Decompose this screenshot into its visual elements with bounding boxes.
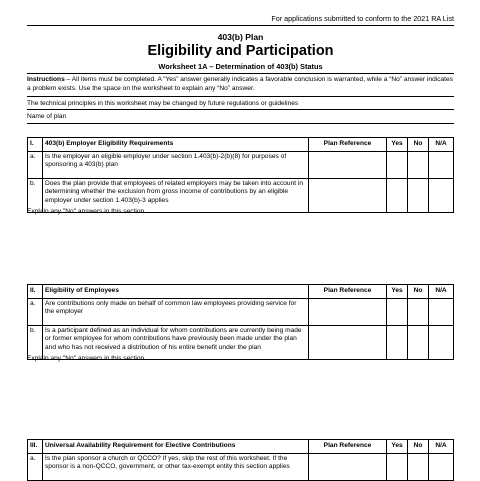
item-letter: a.: [28, 454, 43, 481]
na-checkbox[interactable]: [429, 454, 454, 481]
name-of-plan-rule: [27, 123, 454, 124]
plan-reference-field[interactable]: [309, 326, 387, 360]
page-subtitle: Worksheet 1A – Determination of 403(b) Status: [158, 62, 323, 71]
item-letter: b.: [28, 326, 43, 360]
section-title: Eligibility of Employees: [43, 285, 309, 299]
title-rule: [27, 73, 454, 74]
page-title: Eligibility and Participation: [147, 43, 334, 59]
na-header: N/A: [429, 285, 454, 299]
table-row: [28, 454, 454, 481]
section-number: I.: [28, 138, 43, 152]
item-letter: a.: [28, 299, 43, 326]
instructions-rule: [27, 96, 454, 97]
yes-checkbox[interactable]: [387, 299, 408, 326]
plan-type: 403(b) Plan: [217, 32, 264, 42]
no-header: No: [408, 285, 429, 299]
explain-no-answers[interactable]: Explain any "No" answers in this section: [27, 355, 145, 362]
no-checkbox[interactable]: [408, 152, 429, 179]
header-rule: [27, 25, 454, 26]
instructions-label: Instructions: [27, 76, 65, 83]
plan-reference-header: Plan Reference: [309, 138, 387, 152]
na-checkbox[interactable]: [429, 179, 454, 213]
na-checkbox[interactable]: [429, 299, 454, 326]
plan-reference-field[interactable]: [309, 299, 387, 326]
yes-header: Yes: [387, 138, 408, 152]
no-header: No: [408, 440, 429, 454]
table-row: [28, 299, 454, 326]
top-note: For applications submitted to conform to the 2021 RA List: [271, 14, 454, 23]
na-checkbox[interactable]: [429, 326, 454, 360]
instructions: [27, 75, 454, 93]
no-checkbox[interactable]: [408, 454, 429, 481]
item-question: Is the plan sponsor a church or QCCO? If yes, skip the rest of this worksheet. If the sponsor is a non-QCCO, government, or other tax-exempt entity this section applies: [43, 454, 309, 481]
section-header: [28, 285, 454, 299]
plan-reference-field[interactable]: [309, 179, 387, 213]
name-of-plan-label: Name of plan: [27, 113, 67, 120]
yes-checkbox[interactable]: [387, 454, 408, 481]
na-checkbox[interactable]: [429, 152, 454, 179]
na-header: N/A: [429, 138, 454, 152]
section-header: [28, 440, 454, 454]
yes-checkbox[interactable]: [387, 179, 408, 213]
item-question: Is the employer an eligible employer under section 1.403(b)-2(b)(8) for purposes of sponsoring a 403(b) plan: [43, 152, 309, 179]
section-3-table: [27, 439, 454, 481]
explain-no-answers[interactable]: Explain any "No" answers in this section: [27, 208, 145, 215]
na-header: N/A: [429, 440, 454, 454]
item-question: Is a participant defined as an individual for whom contributions are currently being made or former employee for whom contributions have previously been made under the plan and who has not received a distribution of his entire benefit under the plan: [43, 326, 309, 360]
worksheet-page: [27, 0, 454, 480]
yes-checkbox[interactable]: [387, 326, 408, 360]
section-header: [28, 138, 454, 152]
plan-reference-field[interactable]: [309, 152, 387, 179]
plan-reference-header: Plan Reference: [309, 440, 387, 454]
section-number: II.: [28, 285, 43, 299]
table-row: [28, 152, 454, 179]
no-checkbox[interactable]: [408, 299, 429, 326]
instructions-text: – All items must be completed. A “Yes” answer generally indicates a favorable conclusion is warranted, while a “No” answer indicates a problem exists. Use the space on the worksheet to explain any “No” answer.: [27, 76, 453, 92]
plan-reference-header: Plan Reference: [309, 285, 387, 299]
no-header: No: [408, 138, 429, 152]
yes-header: Yes: [387, 285, 408, 299]
technical-rule: [27, 109, 454, 110]
item-question: Are contributions only made on behalf of common law employees providing service for the employer: [43, 299, 309, 326]
section-number: III.: [28, 440, 43, 454]
no-checkbox[interactable]: [408, 326, 429, 360]
section-2-table: [27, 284, 454, 360]
yes-header: Yes: [387, 440, 408, 454]
item-letter: a.: [28, 152, 43, 179]
plan-reference-field[interactable]: [309, 454, 387, 481]
section-title: Universal Availability Requirement for Elective Contributions: [43, 440, 309, 454]
yes-checkbox[interactable]: [387, 152, 408, 179]
no-checkbox[interactable]: [408, 179, 429, 213]
item-letter: b.: [28, 179, 43, 213]
item-question: Does the plan provide that employees of related employers may be taken into account in determining whether the exclusion from gross income of contributions by an eligible employer under section 1.403(b)-3 applies: [43, 179, 309, 213]
section-1-table: [27, 137, 454, 213]
technical-note: The technical principles in this worksheet may be changed by future regulations or guidelines: [27, 100, 299, 107]
section-title: 403(b) Employer Eligibility Requirements: [43, 138, 309, 152]
